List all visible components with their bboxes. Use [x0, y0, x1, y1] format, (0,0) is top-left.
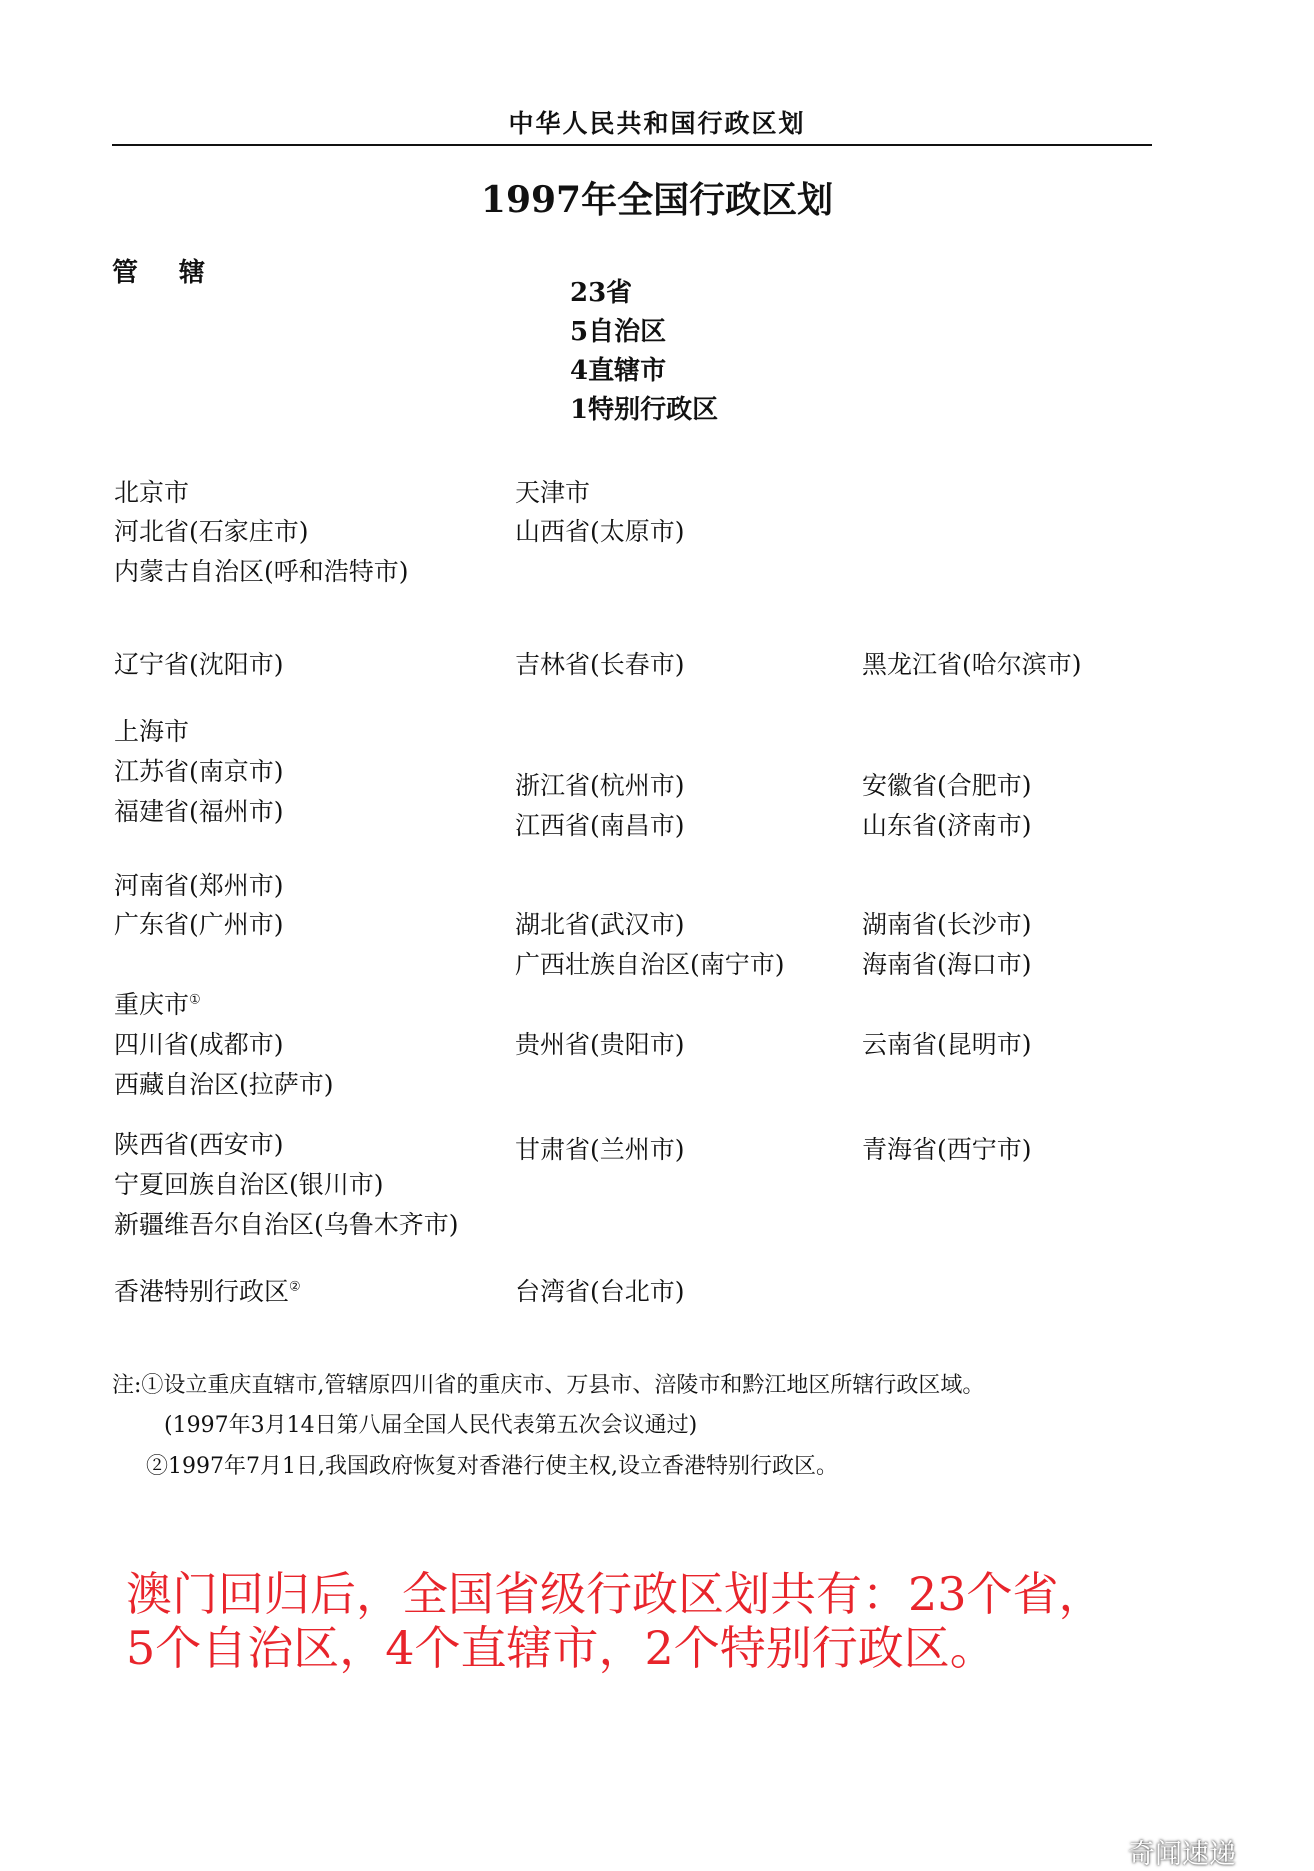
- overlay-line-1: 澳门回归后，全国省级行政区划共有：23个省，: [126, 1567, 1105, 1621]
- note-2: ②1997年7月1日,我国政府恢复对香港行使主权,设立香港特别行政区。: [146, 1454, 838, 1479]
- overlay-line-2: 5个自治区，4个直辖市，2个特别行政区。: [126, 1621, 996, 1675]
- entry-jilin: 吉林省(长春市): [515, 650, 685, 679]
- entry-henan: 河南省(郑州市): [114, 871, 284, 900]
- entry-qinghai: 青海省(西宁市): [862, 1135, 1032, 1164]
- entry-yunnan: 云南省(昆明市): [862, 1030, 1032, 1059]
- entry-shandong: 山东省(济南市): [862, 811, 1032, 840]
- entry-ningxia: 宁夏回族自治区(银川市): [114, 1170, 384, 1199]
- summary-municipalities: 4直辖市: [570, 356, 667, 386]
- entry-shaanxi: 陕西省(西安市): [114, 1130, 284, 1159]
- entry-shanxi: 山西省(太原市): [515, 517, 685, 546]
- entry-liaoning: 辽宁省(沈阳市): [114, 650, 284, 679]
- entry-heilongjiang: 黑龙江省(哈尔滨市): [862, 650, 1082, 679]
- entry-zhejiang: 浙江省(杭州市): [515, 771, 685, 800]
- entry-jiangxi: 江西省(南昌市): [515, 811, 685, 840]
- entry-hongkong-label: 香港特别行政区: [114, 1277, 290, 1306]
- entry-hebei: 河北省(石家庄市): [114, 517, 309, 546]
- summary-special-regions: 1特别行政区: [570, 395, 719, 425]
- entry-neimenggu: 内蒙古自治区(呼和浩特市): [114, 557, 409, 586]
- entry-guangdong: 广东省(广州市): [114, 910, 284, 939]
- entry-guizhou: 贵州省(贵阳市): [515, 1030, 685, 1059]
- note-marker-2: ②: [289, 1279, 301, 1295]
- entry-tianjin: 天津市: [515, 478, 591, 507]
- entry-sichuan: 四川省(成都市): [114, 1030, 284, 1059]
- summary-autonomous-regions: 5自治区: [570, 317, 667, 347]
- entry-chongqing: [114, 985, 201, 1021]
- summary-provinces: 23省: [570, 278, 633, 308]
- entry-hunan: 湖南省(长沙市): [862, 910, 1032, 939]
- entry-beijing: 北京市: [114, 478, 190, 507]
- entry-shanghai: 上海市: [114, 717, 190, 746]
- header-rule: [112, 144, 1152, 146]
- entry-jiangsu: 江苏省(南京市): [114, 757, 284, 786]
- entry-chongqing-label: 重庆市: [114, 990, 190, 1019]
- entry-guangxi: 广西壮族自治区(南宁市): [515, 950, 785, 979]
- entry-gansu: 甘肃省(兰州市): [515, 1135, 685, 1164]
- watermark: 奇闻速递: [1128, 1839, 1236, 1870]
- jurisdiction-label: 管 辖: [112, 258, 222, 288]
- note-marker-1: ①: [189, 992, 201, 1008]
- entry-hainan: 海南省(海口市): [862, 950, 1032, 979]
- entry-anhui: 安徽省(合肥市): [862, 771, 1032, 800]
- note-1-source: (1997年3月14日第八届全国人民代表第五次会议通过): [164, 1413, 698, 1438]
- entry-fujian: 福建省(福州市): [114, 797, 284, 826]
- entry-hongkong: [114, 1272, 301, 1308]
- note-1: 注:①设立重庆直辖市,管辖原四川省的重庆市、万县市、涪陵市和黔江地区所辖行政区域。: [112, 1373, 985, 1398]
- entry-xizang: 西藏自治区(拉萨市): [114, 1070, 334, 1099]
- entry-xinjiang: 新疆维吾尔自治区(乌鲁木齐市): [114, 1210, 459, 1239]
- running-header: 中华人民共和国行政区划: [508, 109, 806, 138]
- page-title: 1997年全国行政区划: [480, 179, 834, 221]
- entry-taiwan: 台湾省(台北市): [515, 1277, 685, 1306]
- entry-hubei: 湖北省(武汉市): [515, 910, 685, 939]
